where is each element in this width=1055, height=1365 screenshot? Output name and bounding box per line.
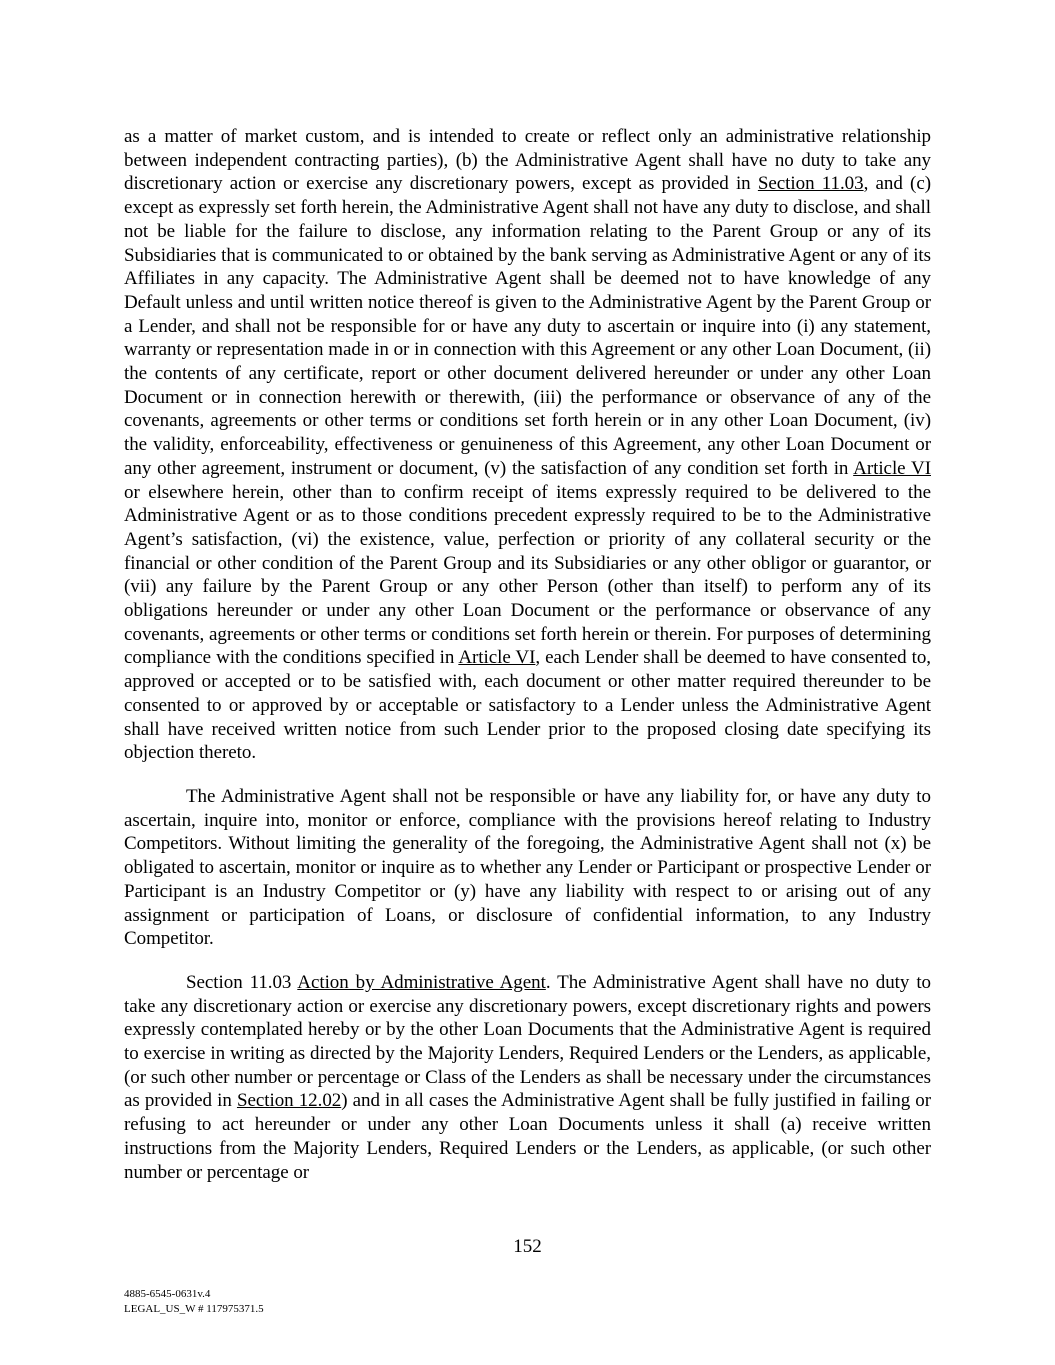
cross-reference: Article VI (458, 647, 536, 669)
paragraph-text: The Administrative Agent shall not be responsible or have any liability for, or have any duty to ascertain, inquire into, monitor or enforce, compliance with the provisions hereof relating to Industry Competitors. Without limiting the generality of the foregoing, the Administrative Agent shall not (x) be obligated to ascertain, monitor or inquire as to whether any Lender or Participant or prospective Lender or Participant is an Industry Competitor or (y) have any liability with respect to or arising out of any assignment or participation of Loans, or disclosure of confidential information, to any Industry Competitor. (124, 785, 931, 950)
paragraph-text: . The Administrative Agent shall have no duty to take any discretionary action or exercise any discretionary powers, except discretionary rights and powers expressly contemplated hereby or by the other Loan Documents that the Administrative Agent is required to exercise in writing as directed by the Majority Lenders, Required Lenders or the Lenders, as applicable, (or such other number or percentage or Class of the Lenders as shall be necessary under the circumstances as provided in (124, 971, 931, 1112)
cross-reference: Article VI (853, 457, 931, 479)
cross-reference: Section 12.02 (236, 1090, 342, 1112)
cross-reference: Action by Administrative Agent (297, 971, 546, 993)
cross-reference: Section 11.03 (757, 173, 864, 195)
document-body (124, 125, 931, 1184)
paragraph-p2 (124, 785, 931, 951)
page-number: 152 (513, 1236, 542, 1257)
paragraph-text: as a matter of market custom, and is intended to create or reflect only an administrative relationship between independent contracting parties), (b) the Administrative Agent shall have no duty to take any discretionary action or exercise any discretionary powers, except as provided in (124, 126, 931, 195)
paragraph-text: ) and in all cases the Administrative Agent shall be fully justified in failing or refusing to act hereunder or under any other Loan Documents unless it shall (a) receive written instructions from the Majority Lenders, Required Lenders or the Lenders, as applicable, (or such other number or percentage or (124, 1090, 931, 1183)
paragraph-p1 (124, 125, 931, 765)
paragraph-text: , each Lender shall be deemed to have consented to, approved or accepted or to be satisfied with, each document or other matter required thereunder to be consented to or approved by or acceptable or satisfactory to a Lender unless the Administrative Agent shall have received written notice from such Lender prior to the proposed closing date specifying its objection thereto. (124, 647, 931, 764)
paragraph-p3 (124, 971, 931, 1184)
paragraph-text: or elsewhere herein, other than to confirm receipt of items expressly required to be delivered to the Administrative Agent or as to those conditions precedent expressly required to be to the Administrative Agent’s satisfaction, (vi) the existence, value, perfection or priority of any collateral security or the financial or other condition of the Parent Group and its Subsidiaries or any other obligor or guarantor, or (vii) any failure by the Parent Group or any other Person (other than itself) to perform any of its obligations hereunder or under any other Loan Document or the performance or observance of any covenants, agreements or other terms or conditions set forth herein or therein. For purposes of determining compliance with the conditions specified in (124, 481, 931, 669)
footer-doc-id: 4885-6545-0631v.4 (124, 1288, 211, 1300)
paragraph-text: , and (c) except as expressly set forth herein, the Administrative Agent shall not have any duty to disclose, and shall not be liable for the failure to disclose, any information relating to the Parent Group or any of its Subsidiaries that is communicated to or obtained by the bank serving as Administrative Agent or any of its Affiliates in any capacity. The Administrative Agent shall be deemed not to have knowledge of any Default unless and until written notice thereof is given to the Administrative Agent by the Parent Group or a Lender, and shall not be responsible for or have any duty to ascertain or inquire into (i) any statement, warranty or representation made in or in connection with this Agreement or any other Loan Document, (ii) the contents of any certificate, report or other document delivered hereunder or under any other Loan Document or in connection herewith or therewith, (iii) the performance or observance of any of the covenants, agreements or other terms or conditions set forth herein or in any other Loan Document, (iv) the validity, enforceability, effectiveness or genuineness of this Agreement, any other Loan Document or any other agreement, instrument or document, (v) the satisfaction of any condition set forth in (124, 173, 931, 479)
paragraph-text: Section 11.03 (186, 971, 298, 993)
document-footer (124, 1287, 264, 1317)
footer-legal-id: LEGAL_US_W # 117975371.5 (124, 1303, 264, 1315)
